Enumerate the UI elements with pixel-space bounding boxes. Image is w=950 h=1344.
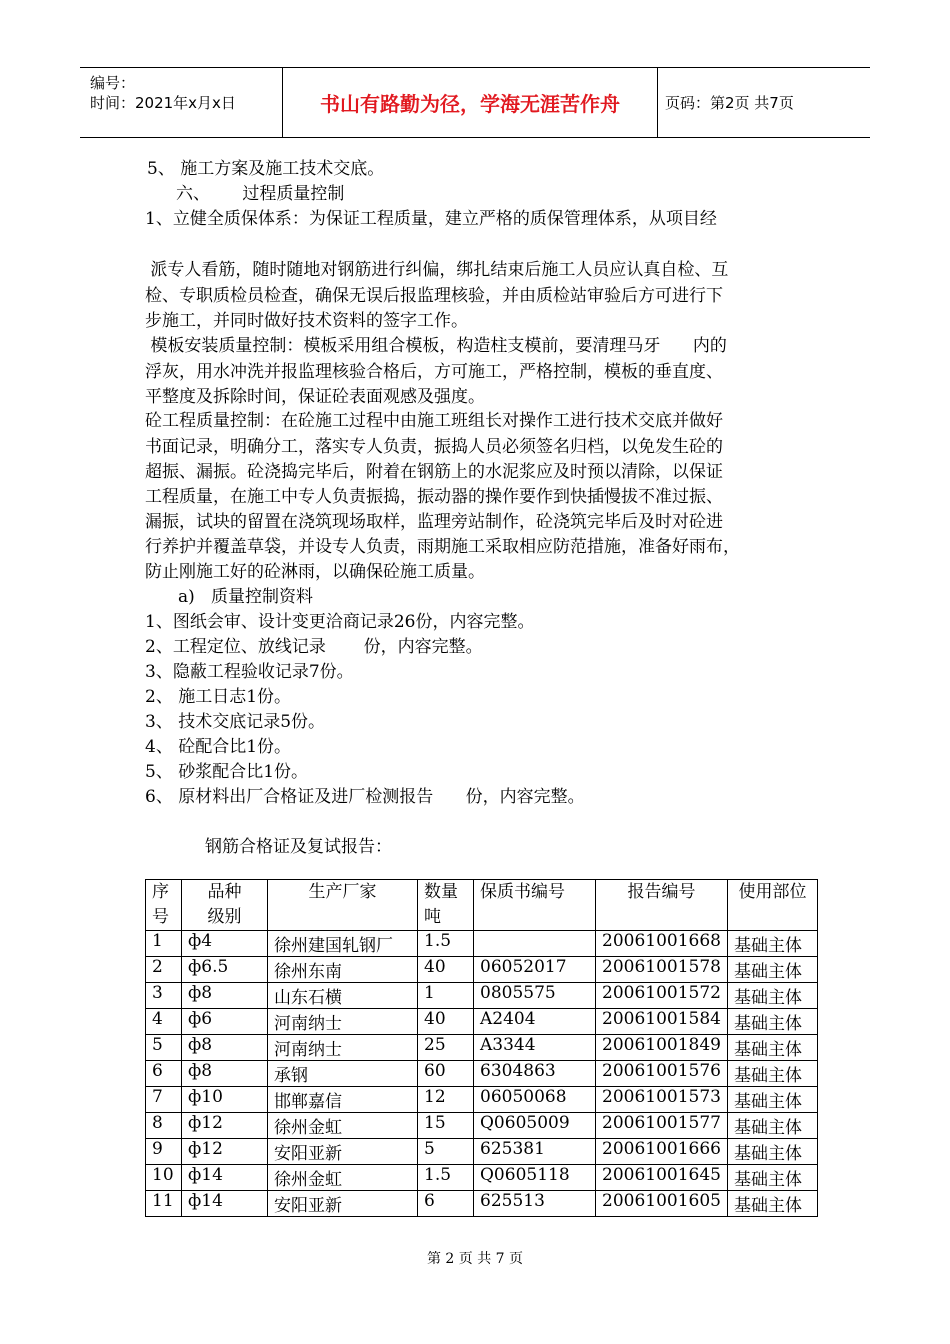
cell-grade: ф4: [182, 931, 268, 957]
body-line: 3、 技术交底记录5份。: [145, 712, 326, 732]
col-header-manufacturer: 生产厂家: [268, 880, 418, 931]
cell-manufacturer: 河南纳士: [268, 1009, 418, 1035]
body-line: 2、 施工日志1份。: [145, 687, 292, 707]
cell-report-no: 20061001605: [596, 1191, 728, 1217]
body-line: 平整度及拆除时间，保证砼表面观感及强度。: [145, 387, 485, 407]
cell-warranty-no: 6304863: [474, 1061, 596, 1087]
body-line: 工程质量，在施工中专人负责振捣，振动器的操作要作到快插慢拔不准过振、: [145, 487, 723, 507]
body-line: 检、专职质检员检查，确保无误后报监理核验，并由质检站审验后方可进行下: [145, 286, 723, 306]
cell-seq: 9: [146, 1139, 182, 1165]
cell-grade: ф12: [182, 1113, 268, 1139]
body-line: 模板安装质量控制：模板采用组合模板，构造柱支模前，要清理马牙 内的: [145, 336, 727, 356]
cell-warranty-no: 0805575: [474, 983, 596, 1009]
cell-report-no: 20061001645: [596, 1165, 728, 1191]
cell-seq: 2: [146, 957, 182, 983]
cell-seq: 10: [146, 1165, 182, 1191]
cell-manufacturer: 河南纳士: [268, 1035, 418, 1061]
cell-usage: 基础主体: [727, 931, 817, 957]
table-caption: 钢筋合格证及复试报告：: [205, 837, 392, 857]
rebar-certificate-table: [145, 879, 818, 1217]
cell-grade: ф10: [182, 1087, 268, 1113]
cell-report-no: 20061001573: [596, 1087, 728, 1113]
body-line: 浮灰，用水冲洗并报监理核验合格后，方可施工，严格控制，模板的垂直度、: [145, 362, 723, 382]
cell-usage: 基础主体: [727, 1191, 817, 1217]
table-row: [146, 983, 818, 1009]
cell-usage: 基础主体: [727, 1061, 817, 1087]
body-line: 2、工程定位、放线记录 份，内容完整。: [145, 637, 483, 657]
col-header-report-no: 报告编号: [596, 880, 728, 931]
cell-warranty-no: Q0605118: [474, 1165, 596, 1191]
cell-seq: 1: [146, 931, 182, 957]
table-row: [146, 1061, 818, 1087]
body-line: 防止刚施工好的砼淋雨，以确保砼施工质量。: [145, 562, 485, 582]
cell-usage: 基础主体: [727, 1087, 817, 1113]
cell-warranty-no: [474, 931, 596, 957]
cell-usage: 基础主体: [727, 1035, 817, 1061]
cell-seq: 5: [146, 1035, 182, 1061]
body-line: 1、图纸会审、设计变更洽商记录26份，内容完整。: [145, 612, 535, 632]
cell-grade: ф8: [182, 983, 268, 1009]
cell-usage: 基础主体: [727, 1009, 817, 1035]
cell-report-no: 20061001572: [596, 983, 728, 1009]
col-header-grade: 品种 级别: [182, 880, 268, 931]
body-line: 3、隐蔽工程验收记录7份。: [145, 662, 354, 682]
cell-manufacturer: 承钢: [268, 1061, 418, 1087]
cell-usage: 基础主体: [727, 1113, 817, 1139]
cell-grade: ф14: [182, 1165, 268, 1191]
cell-manufacturer: 邯郸嘉信: [268, 1087, 418, 1113]
col-header-quantity: 数量 吨: [418, 880, 474, 931]
cell-grade: ф8: [182, 1035, 268, 1061]
cell-seq: 11: [146, 1191, 182, 1217]
cell-manufacturer: 山东石横: [268, 983, 418, 1009]
cell-quantity: 6: [418, 1191, 474, 1217]
header-slogan: 书山有路勤为径，学海无涯苦作舟: [282, 68, 658, 137]
section-heading: 六、 过程质量控制: [176, 184, 345, 204]
subsection-heading: a) 质量控制资料: [178, 587, 313, 607]
cell-warranty-no: A2404: [474, 1009, 596, 1035]
cell-quantity: 60: [418, 1061, 474, 1087]
cell-seq: 8: [146, 1113, 182, 1139]
cell-quantity: 1.5: [418, 931, 474, 957]
cell-warranty-no: 06050068: [474, 1087, 596, 1113]
table-row: [146, 931, 818, 957]
body-line: 漏振，试块的留置在浇筑现场取样，监理旁站制作，砼浇筑完毕后及时对砼进: [145, 512, 723, 532]
cell-usage: 基础主体: [727, 983, 817, 1009]
cell-report-no: 20061001584: [596, 1009, 728, 1035]
cell-grade: ф12: [182, 1139, 268, 1165]
cell-warranty-no: A3344: [474, 1035, 596, 1061]
document-time-label: 时间：2021年x月x日: [90, 94, 236, 112]
col-header-usage: 使用部位: [727, 880, 817, 931]
table-row: [146, 1165, 818, 1191]
body-line: 4、 砼配合比1份。: [145, 737, 292, 757]
cell-grade: ф14: [182, 1191, 268, 1217]
cell-quantity: 40: [418, 1009, 474, 1035]
cell-report-no: 20061001668: [596, 931, 728, 957]
cell-grade: ф6: [182, 1009, 268, 1035]
cell-usage: 基础主体: [727, 1165, 817, 1191]
body-line: 超振、漏振。砼浇捣完毕后，附着在钢筋上的水泥浆应及时预以清除，以保证: [145, 462, 723, 482]
table-row: [146, 1009, 818, 1035]
body-line: 砼工程质量控制：在砼施工过程中由施工班组长对操作工进行技术交底并做好: [145, 411, 723, 431]
cell-report-no: 20061001578: [596, 957, 728, 983]
cell-quantity: 40: [418, 957, 474, 983]
cell-quantity: 15: [418, 1113, 474, 1139]
body-line: 1、立健全质保体系：为保证工程质量，建立严格的质保管理体系，从项目经: [145, 209, 717, 229]
body-line: 5、 砂浆配合比1份。: [145, 762, 309, 782]
cell-manufacturer: 徐州东南: [268, 957, 418, 983]
cell-manufacturer: 安阳亚新: [268, 1191, 418, 1217]
cell-warranty-no: 625381: [474, 1139, 596, 1165]
col-header-warranty-no: 保质书编号: [474, 880, 596, 931]
cell-manufacturer: 徐州建国轧钢厂: [268, 931, 418, 957]
cell-quantity: 1: [418, 983, 474, 1009]
table-header-row: [146, 880, 818, 931]
cell-seq: 4: [146, 1009, 182, 1035]
cell-manufacturer: 安阳亚新: [268, 1139, 418, 1165]
cell-usage: 基础主体: [727, 1139, 817, 1165]
document-number-label: 编号：: [90, 74, 136, 92]
cell-manufacturer: 徐州金虹: [268, 1113, 418, 1139]
body-line: 派专人看筋，随时随地对钢筋进行纠偏，绑扎结束后施工人员应认真自检、互: [145, 260, 729, 280]
table-row: [146, 1087, 818, 1113]
cell-report-no: 20061001577: [596, 1113, 728, 1139]
body-line: 5、 施工方案及施工技术交底。: [147, 159, 385, 179]
table-row: [146, 957, 818, 983]
body-line: 行养护并覆盖草袋，并设专人负责，雨期施工采取相应防范措施，准备好雨布，: [145, 537, 740, 557]
cell-seq: 6: [146, 1061, 182, 1087]
table-row: [146, 1035, 818, 1061]
cell-report-no: 20061001576: [596, 1061, 728, 1087]
cell-report-no: 20061001666: [596, 1139, 728, 1165]
cell-quantity: 1.5: [418, 1165, 474, 1191]
cell-seq: 7: [146, 1087, 182, 1113]
body-line: 6、 原材料出厂合格证及进厂检测报告 份，内容完整。: [145, 787, 585, 807]
cell-seq: 3: [146, 983, 182, 1009]
table-row: [146, 1139, 818, 1165]
header-page-info: 页码：第2页 共7页: [665, 94, 794, 112]
cell-quantity: 5: [418, 1139, 474, 1165]
cell-warranty-no: 06052017: [474, 957, 596, 983]
cell-report-no: 20061001849: [596, 1035, 728, 1061]
cell-grade: ф8: [182, 1061, 268, 1087]
col-header-seq: 序 号: [146, 880, 182, 931]
cell-warranty-no: Q0605009: [474, 1113, 596, 1139]
cell-grade: ф6.5: [182, 957, 268, 983]
page-header: [80, 67, 870, 138]
cell-warranty-no: 625513: [474, 1191, 596, 1217]
page-footer: 第 2 页 共 7 页: [426, 1251, 524, 1267]
cell-usage: 基础主体: [727, 957, 817, 983]
cell-quantity: 25: [418, 1035, 474, 1061]
table-row: [146, 1113, 818, 1139]
cell-manufacturer: 徐州金虹: [268, 1165, 418, 1191]
body-line: 步施工，并同时做好技术资料的签字工作。: [145, 311, 468, 331]
header-meta: [80, 68, 280, 137]
body-line: 书面记录，明确分工，落实专人负责，振捣人员必须签名归档，以免发生砼的: [145, 437, 723, 457]
table-row: [146, 1191, 818, 1217]
cell-quantity: 12: [418, 1087, 474, 1113]
